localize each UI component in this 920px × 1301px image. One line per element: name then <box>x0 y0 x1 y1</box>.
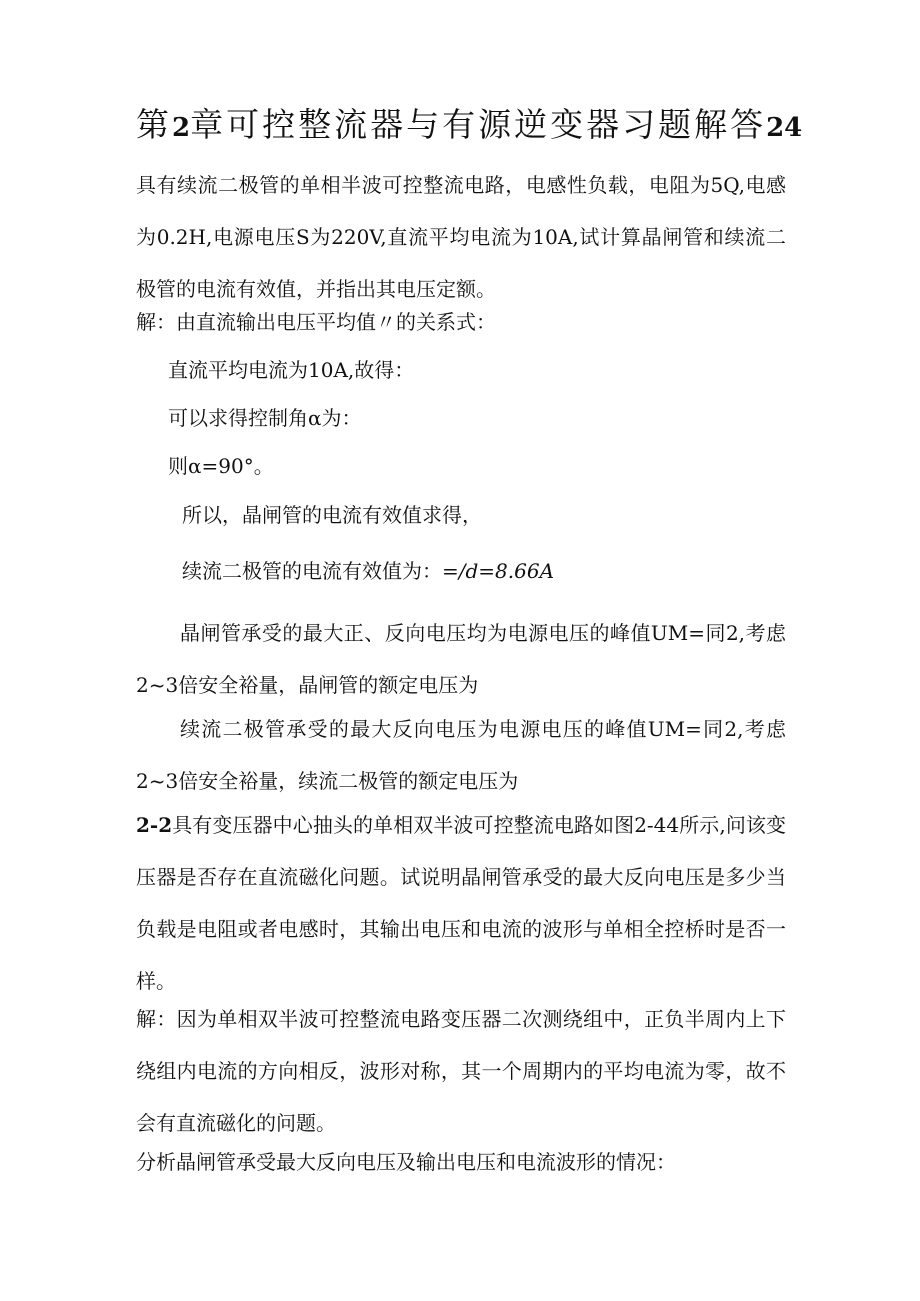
solution-1-avg-current: 直流平均电流为10A,故得： <box>168 358 415 382</box>
title-text: 章可控整流器与有源逆变器习题解答 <box>190 105 767 144</box>
problem-2-body: 具有变压器中心抽头的单相双半波可控整流电路如图2-44所示,问该变压器是否存在直流磁化问题。试说明晶闸管承受的最大反向电压是多少当负载是电阻或者电感时，其输出电压和电流的波形与单相全控桥时是否一样。 <box>136 813 786 993</box>
problem-2-text <box>136 799 786 1007</box>
title-chapter-number: 2 <box>172 113 191 143</box>
solution-1-thyristor-rms: 所以，晶闸管的电流有效值求得， <box>182 503 482 527</box>
solution-1-intro: 解：由直流输出电压平均值〃的关系式： <box>136 310 496 334</box>
page-title <box>136 100 836 153</box>
solution-1-control-angle: 可以求得控制角α为： <box>168 406 362 430</box>
diode-rms-label: 续流二极管的电流有效值为： <box>182 559 442 583</box>
solution-2-analysis: 分析晶闸管承受最大反向电压及输出电压和电流波形的情况： <box>136 1150 676 1174</box>
problem-1-text: 具有续流二极管的单相半波可控整流电路，电感性负载，电阻为5Q,电感为0.2H,电源电压S为220V,直流平均电流为10A,试计算晶闸管和续流二极管的电流有效值，并指出其电压定额。 <box>136 173 786 301</box>
problem-2-label: 2-2 <box>136 813 173 837</box>
solution-1-diode-voltage: 续流二极管承受的最大反向电压为电源电压的峰值UM=同2,考虑2~3倍安全裕量，续流二极管的额定电压为 <box>136 717 786 793</box>
diode-rms-value: =/d=8.66A <box>442 559 555 583</box>
title-prefix: 第 <box>136 105 172 144</box>
solution-2-text: 解：因为单相双半波可控整流电路变压器二次测绕组中，正负半周内上下绕组内电流的方向相反，波形对称，其一个周期内的平均电流为零，故不会有直流磁化的问题。 <box>136 1007 786 1135</box>
solution-1-diode-rms <box>182 556 554 586</box>
solution-1-alpha-value: 则α=90°。 <box>168 454 274 478</box>
title-suffix-number: 24 <box>766 113 803 143</box>
solution-1-thyristor-voltage: 晶闸管承受的最大正、反向电压均为电源电压的峰值UM=同2,考虑2~3倍安全裕量，晶闸管的额定电压为 <box>136 621 786 697</box>
